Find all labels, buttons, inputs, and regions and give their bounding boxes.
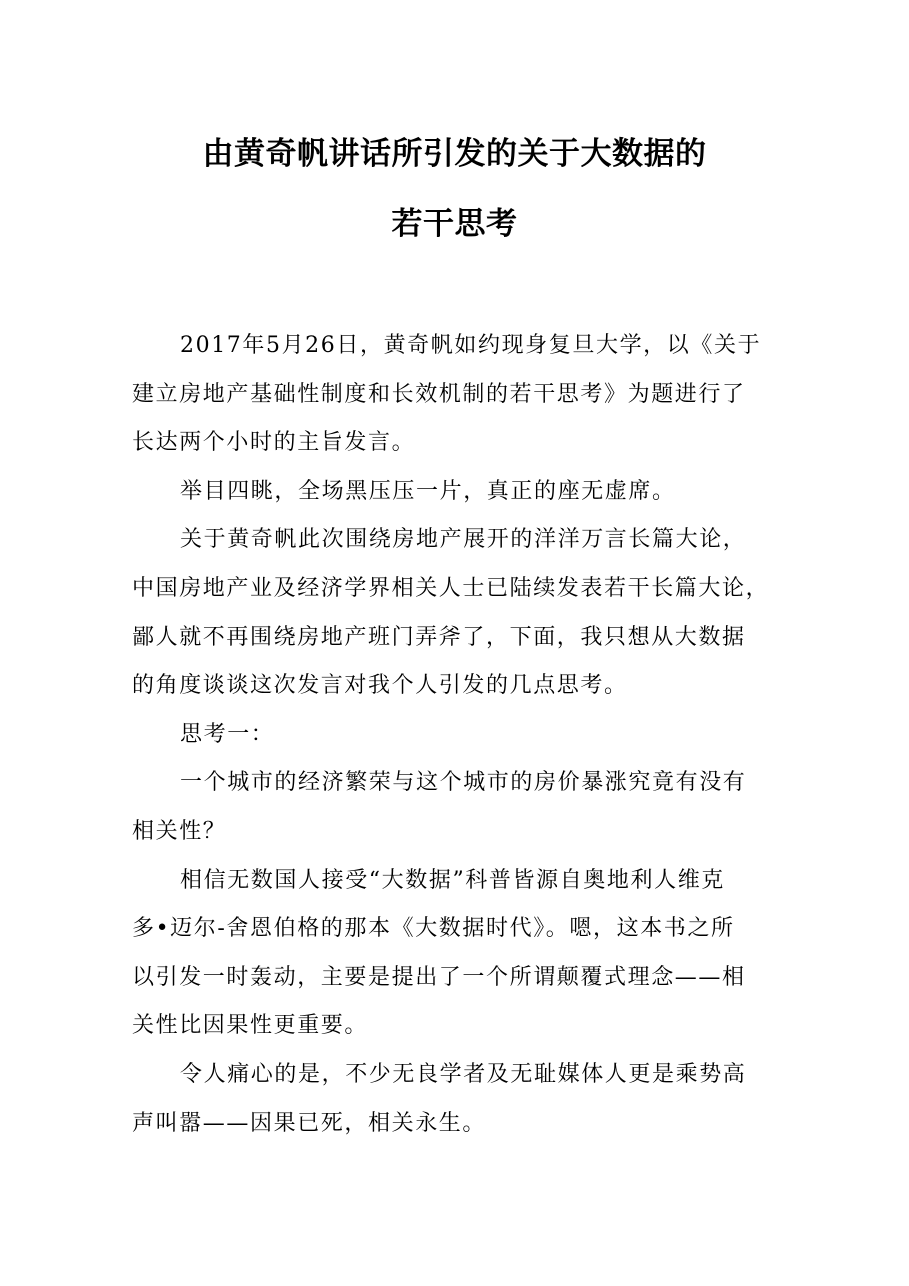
body-paragraph: [132, 468, 792, 517]
document-title-line-2: 若干思考: [391, 206, 518, 242]
body-paragraph: [132, 1051, 792, 1148]
paragraph-line: 多•迈尔-舍恩伯格的那本《大数据时代》。嗯，这本书之所: [132, 916, 735, 942]
paragraph-line: 长达两个小时的主旨发言。: [132, 430, 416, 456]
paragraph-line: 相关性？: [132, 818, 227, 844]
paragraph-line: 声叫嚣——因果已死，相关永生。: [132, 1110, 487, 1136]
paragraph-line: 相信无数国人接受“大数据”科普皆源自奥地利人维克: [180, 867, 725, 893]
paragraph-line: 2017年5月26日，黄奇帆如约现身复旦大学，以《关于: [180, 333, 762, 358]
paragraph-line: 举目四眺，全场黑压压一片，真正的座无虚席。: [180, 478, 676, 504]
document-title-line-1: 由黄奇帆讲话所引发的关于大数据的: [202, 136, 707, 172]
paragraph-line: 建立房地产基础性制度和长效机制的若干思考》为题进行了: [132, 381, 746, 407]
paragraph-line: 中国房地产业及经济学界相关人士已陆续发表若干长篇大论，: [132, 575, 770, 601]
paragraph-line: 关于黄奇帆此次围绕房地产展开的洋洋万言长篇大论，: [180, 527, 747, 553]
body-paragraph: [132, 322, 792, 468]
body-paragraph: [132, 711, 792, 760]
document-body: [132, 322, 792, 1148]
paragraph-line: 的角度谈谈这次发言对我个人引发的几点思考。: [132, 673, 628, 699]
paragraph-line: 思考一：: [180, 721, 275, 747]
paragraph-line: 一个城市的经济繁荣与这个城市的房价暴涨究竟有没有: [180, 770, 747, 796]
body-paragraph: [132, 857, 792, 1051]
body-paragraph: [132, 516, 792, 710]
paragraph-line: 鄙人就不再围绕房地产班门弄斧了，下面，我只想从大数据: [132, 624, 746, 650]
paragraph-line: 关性比因果性更重要。: [132, 1013, 369, 1039]
paragraph-line: 以引发一时轰动，主要是提出了一个所谓颠覆式理念——相: [132, 964, 746, 990]
body-paragraph: [132, 759, 792, 856]
paragraph-line: 令人痛心的是，不少无良学者及无耻媒体人更是乘势高: [180, 1061, 747, 1087]
